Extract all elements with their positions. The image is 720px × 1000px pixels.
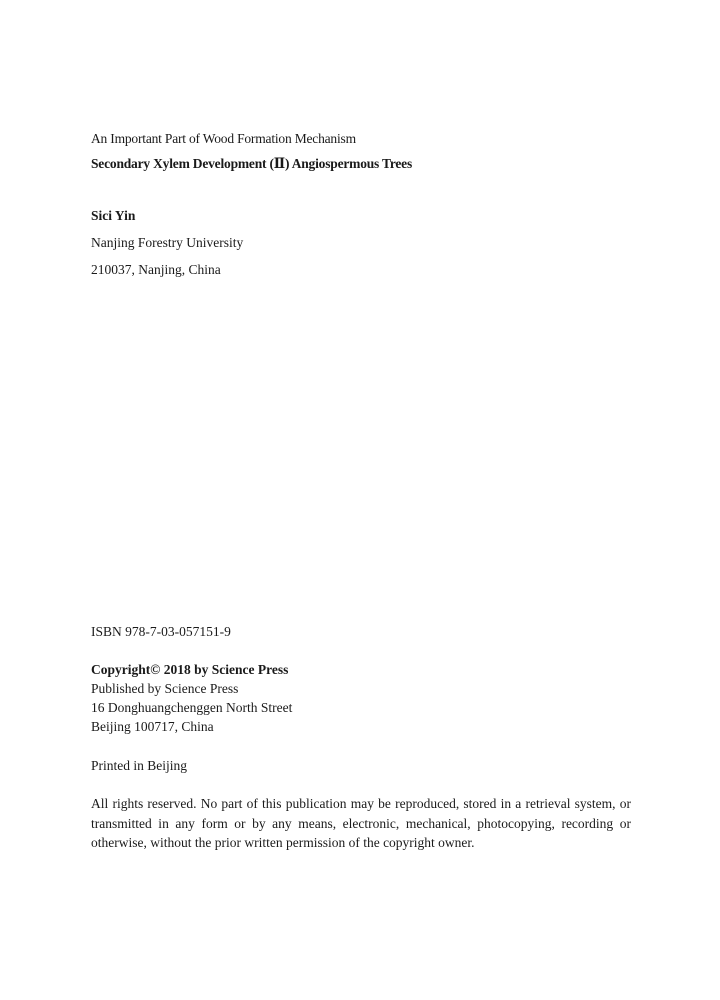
author-address: 210037, Nanjing, China [91,262,221,277]
publisher-city: Beijing 100717, China [91,719,214,734]
rights-statement: All rights reserved. No part of this publication may be reproduced, stored in a retrieval system, or transmitted in any form or by any means, electronic, mechanical, photocopying, recording or otherwise, without the prior written permission of the copyright owner. [91,796,631,850]
author-affiliation: Nanjing Forestry University [91,235,244,250]
publisher-street: 16 Donghuangchenggen North Street [91,700,293,715]
series-line: An Important Part of Wood Formation Mechanism [91,131,356,146]
published-by: Published by Science Press [91,681,239,696]
isbn: ISBN 978-7-03-057151-9 [91,624,231,639]
book-title: Secondary Xylem Development (Ⅱ) Angiospermous Trees [91,156,413,171]
author-name: Sici Yin [91,208,136,223]
copyright-notice: Copyright© 2018 by Science Press [91,662,289,677]
printed-in: Printed in Beijing [91,758,187,773]
